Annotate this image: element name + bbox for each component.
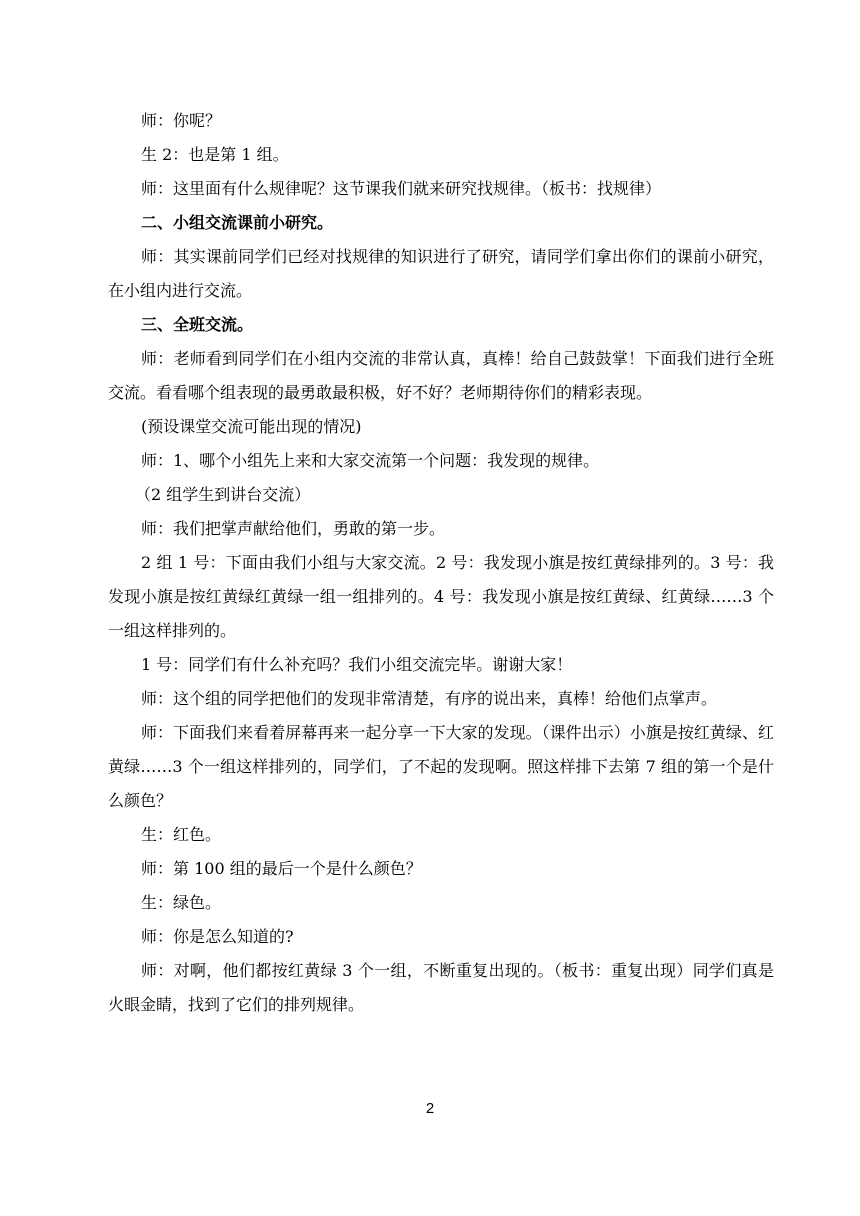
paragraph: 师：你呢？ <box>141 111 222 130</box>
paragraph: （2 组学生到讲台交流） <box>135 485 311 504</box>
paragraph: 师：这个组的同学把他们的发现非常清楚，有序的说出来，真棒！给他们点掌声。 <box>141 689 718 708</box>
page-number: 2 <box>425 1100 435 1117</box>
paragraph: 1 号：同学们有什么补充吗？我们小组交流完毕。谢谢大家！ <box>141 655 573 674</box>
section-heading: 三、全班交流。 <box>141 315 254 334</box>
paragraph: 师：这里面有什么规律呢？这节课我们就来研究找规律。（板书：找规律） <box>141 179 662 198</box>
paragraph: 师：其实课前同学们已经对找规律的知识进行了研究，请同学们拿出你们的课前小研究，在小组内进行交流。 <box>108 247 774 300</box>
paragraph: 师：第 100 组的最后一个是什么颜色？ <box>141 859 422 878</box>
paragraph: 生：绿色。 <box>141 893 222 912</box>
paragraph: 生：红色。 <box>141 825 222 844</box>
section-heading: 二、小组交流课前小研究。 <box>141 213 334 232</box>
paragraph: 2 组 1 号：下面由我们小组与大家交流。2 号：我发现小旗是按红黄绿排列的。3 号：我发现小旗是按红黄绿红黄绿一组一组排列的。4 号：我发现小旗是按红黄绿、红黄绿……3 个一组这样排列的。 <box>108 553 774 640</box>
paragraph: 师：你是怎么知道的? <box>141 927 294 946</box>
paragraph: 师：对啊，他们都按红黄绿 3 个一组，不断重复出现的。（板书：重复出现）同学们真是火眼金睛，找到了它们的排列规律。 <box>108 961 774 1014</box>
paragraph: 师：下面我们来看着屏幕再来一起分享一下大家的发现。（课件出示）小旗是按红黄绿、红黄绿……3 个一组这样排列的，同学们，了不起的发现啊。照这样排下去第 7 组的第一个是什么颜色？ <box>108 723 774 810</box>
paragraph: 生 2：也是第 1 组。 <box>141 145 289 164</box>
paragraph: 师：我们把掌声献给他们，勇敢的第一步。 <box>141 519 446 538</box>
paragraph: (预设课堂交流可能出现的情况) <box>141 417 362 436</box>
paragraph: 师：老师看到同学们在小组内交流的非常认真，真棒！给自己鼓鼓掌！下面我们进行全班交流。看看哪个组表现的最勇敢最积极，好不好？老师期待你们的精彩表现。 <box>108 349 774 402</box>
document-body <box>108 104 774 1022</box>
paragraph: 师：1、哪个小组先上来和大家交流第一个问题：我发现的规律。 <box>141 451 600 470</box>
